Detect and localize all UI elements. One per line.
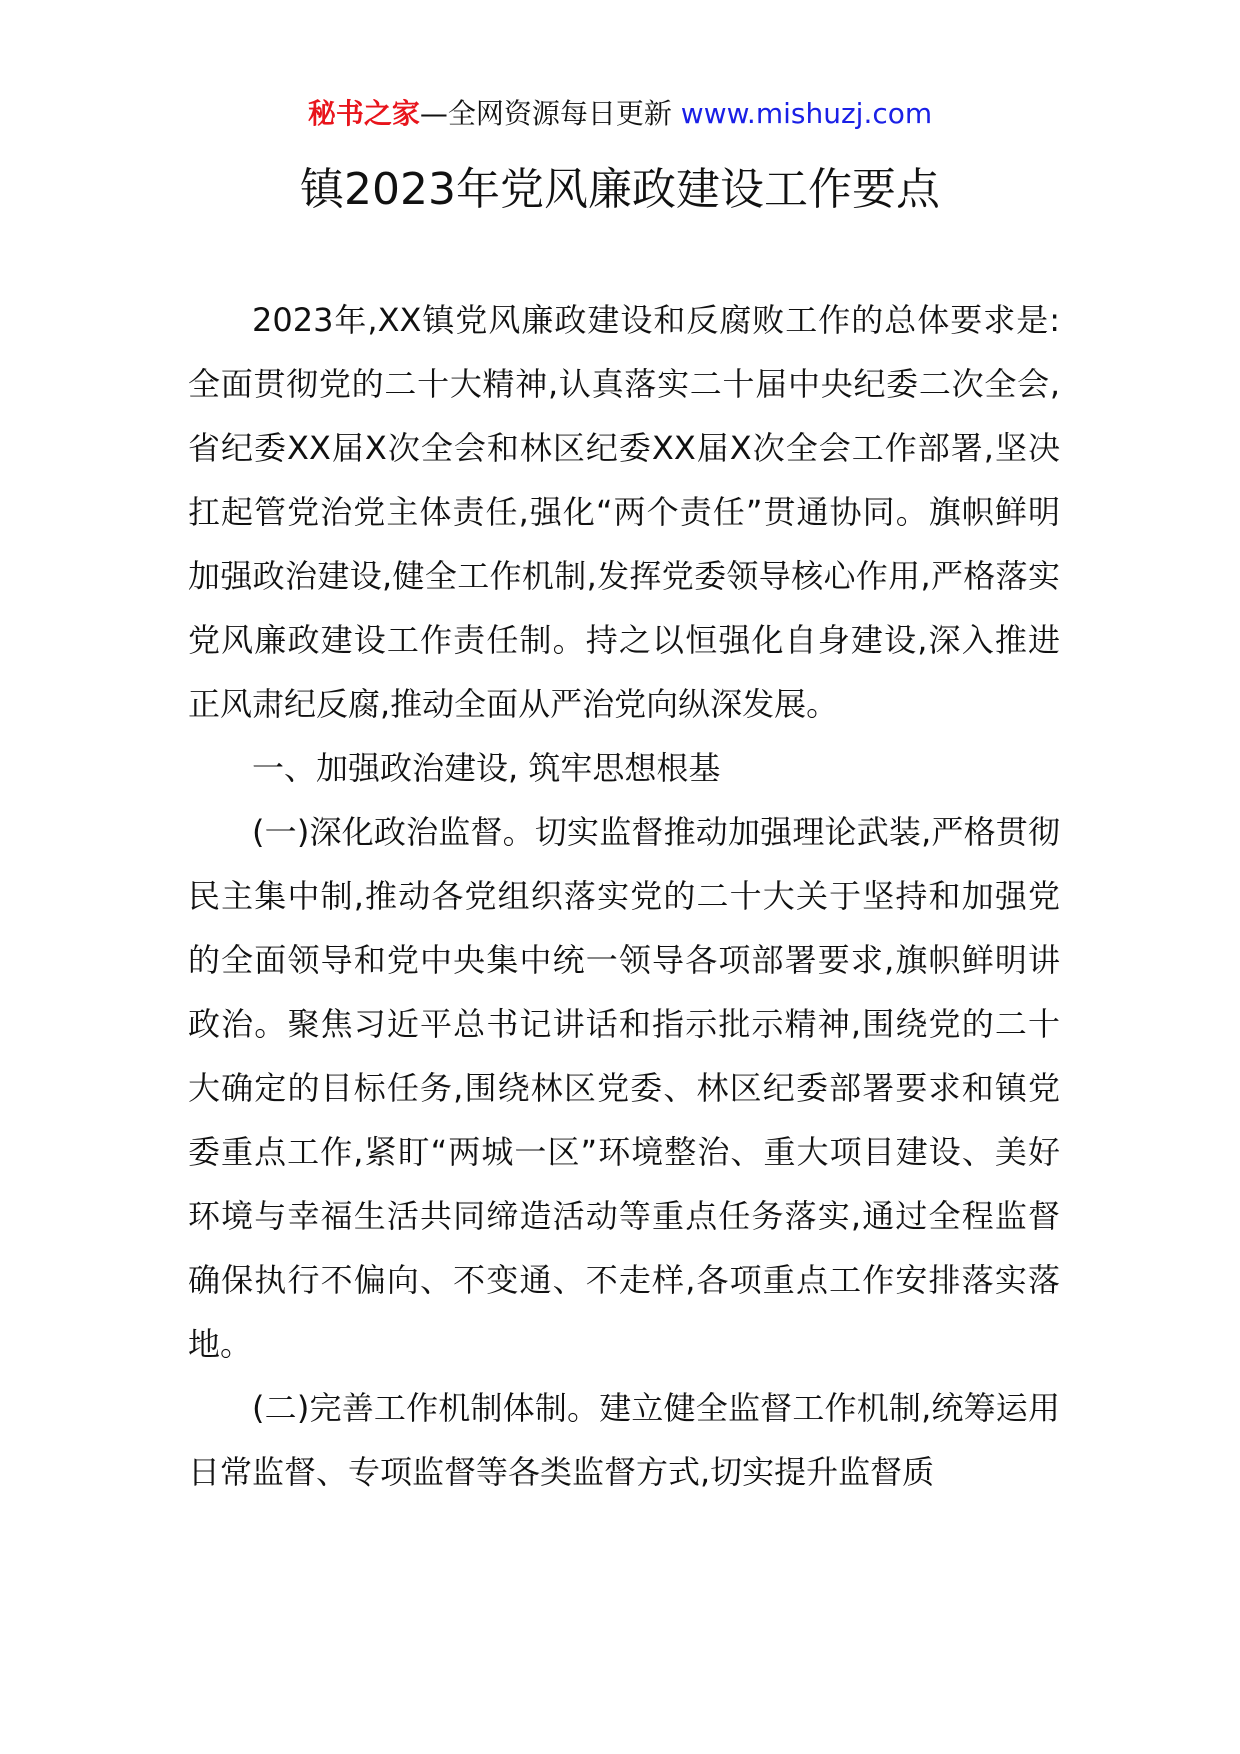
intro-paragraph: 2023年,XX镇党风廉政建设和反腐败工作的总体要求是:全面贯彻党的二十大精神,认真落实二十届中央纪委二次全会,省纪委XX届X次全会和林区纪委XX届X次全会工作部署,坚决扛起管党治党主体责任,强化“两个责任”贯通协同。旗帜鲜明加强政治建设,健全工作机制,发挥党委领导核心作用,严格落实党风廉政建设工作责任制。持之以恒强化自身建设,深入推进正风肃纪反腐,推动全面从严治党向纵深发展。 <box>188 301 1060 723</box>
site-link[interactable]: www.mishuzj.com <box>680 97 933 130</box>
brand-slogan: —全网资源每日更新 <box>419 97 672 130</box>
section-heading: 一、加强政治建设, 筑牢思想根基 <box>252 749 721 787</box>
document-title: 镇2023年党风廉政建设工作要点 <box>300 164 940 215</box>
document-body <box>188 288 1060 1504</box>
watermark-header <box>0 96 1240 132</box>
brand-name: 秘书之家 <box>307 97 420 130</box>
item-paragraph: (二)完善工作机制体制。建立健全监督工作机制,统筹运用日常监督、专项监督等各类监督方式,切实提升监督质 <box>188 1389 1060 1491</box>
item-paragraph: (一)深化政治监督。切实监督推动加强理论武装,严格贯彻民主集中制,推动各党组织落实党的二十大关于坚持和加强党的全面领导和党中央集中统一领导各项部署要求,旗帜鲜明讲政治。聚焦习近平总书记讲话和指示批示精神,围绕党的二十大确定的目标任务,围绕林区党委、林区纪委部署要求和镇党委重点工作,紧盯“两城一区”环境整治、重大项目建设、美好环境与幸福生活共同缔造活动等重点任务落实,通过全程监督确保执行不偏向、不变通、不走样,各项重点工作安排落实落地。 <box>188 813 1060 1363</box>
